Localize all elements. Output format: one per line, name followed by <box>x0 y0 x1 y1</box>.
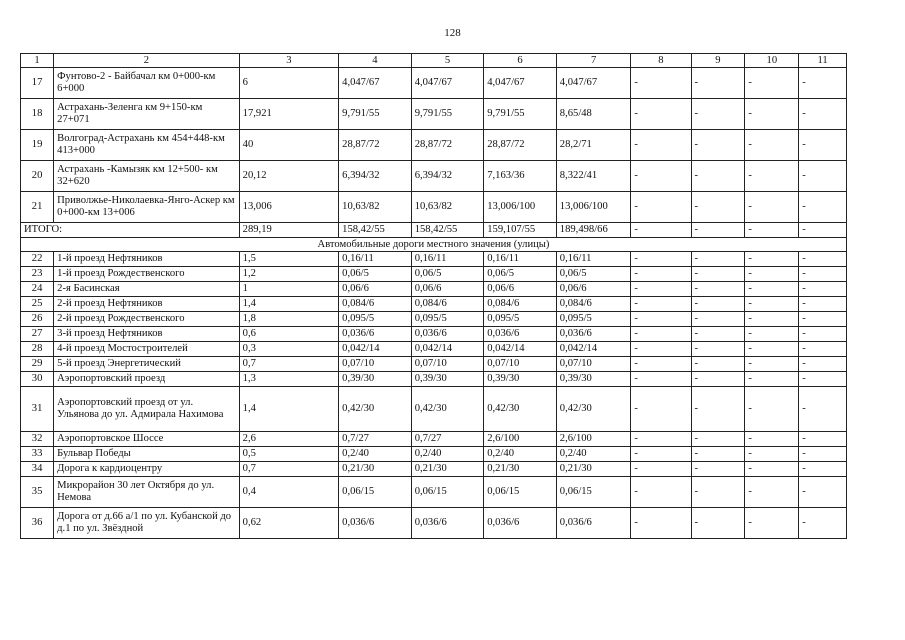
empty-value-cell: - <box>745 161 799 192</box>
empty-value-cell: - <box>799 252 847 267</box>
value-cell: 0,07/10 <box>411 357 484 372</box>
empty-value-cell: - <box>631 192 691 223</box>
value-cell: 0,042/14 <box>484 342 557 357</box>
empty-value-cell: - <box>745 192 799 223</box>
road-name-cell: Астрахань -Камызяк км 12+500- км 32+620 <box>54 161 240 192</box>
column-number-header: 11 <box>799 54 847 68</box>
empty-value-cell: - <box>745 99 799 130</box>
value-cell: 0,084/6 <box>411 297 484 312</box>
empty-value-cell: - <box>799 282 847 297</box>
empty-value-cell: - <box>691 282 745 297</box>
value-cell: 1,8 <box>239 312 338 327</box>
empty-value-cell: - <box>631 432 691 447</box>
value-cell: 8,322/41 <box>556 161 631 192</box>
value-cell: 0,07/10 <box>339 357 412 372</box>
road-name-cell: Микрорайон 30 лет Октября до ул. Немова <box>54 477 240 508</box>
value-cell: 4,047/67 <box>339 68 412 99</box>
value-cell: 0,5 <box>239 447 338 462</box>
empty-value-cell: - <box>799 223 847 238</box>
empty-value-cell: - <box>799 508 847 539</box>
empty-value-cell: - <box>691 223 745 238</box>
empty-value-cell: - <box>631 387 691 432</box>
row-number-cell: 33 <box>21 447 54 462</box>
total-value-cell: 159,107/55 <box>484 223 557 238</box>
value-cell: 0,06/5 <box>556 267 631 282</box>
value-cell: 0,042/14 <box>339 342 412 357</box>
value-cell: 0,21/30 <box>556 462 631 477</box>
road-name-cell: 2-й проезд Нефтяников <box>54 297 240 312</box>
value-cell: 1,4 <box>239 387 338 432</box>
value-cell: 0,7 <box>239 462 338 477</box>
value-cell: 0,084/6 <box>339 297 412 312</box>
value-cell: 0,084/6 <box>556 297 631 312</box>
value-cell: 0,2/40 <box>411 447 484 462</box>
table-row <box>21 477 847 508</box>
empty-value-cell: - <box>799 312 847 327</box>
empty-value-cell: - <box>799 387 847 432</box>
value-cell: 0,7/27 <box>339 432 412 447</box>
empty-value-cell: - <box>745 447 799 462</box>
value-cell: 0,095/5 <box>556 312 631 327</box>
empty-value-cell: - <box>691 99 745 130</box>
value-cell: 0,036/6 <box>339 327 412 342</box>
value-cell: 0,42/30 <box>411 387 484 432</box>
value-cell: 0,2/40 <box>556 447 631 462</box>
empty-value-cell: - <box>745 282 799 297</box>
road-name-cell: 2-я Басинская <box>54 282 240 297</box>
value-cell: 0,06/6 <box>339 282 412 297</box>
value-cell: 0,036/6 <box>411 508 484 539</box>
road-name-cell: 2-й проезд Рождественского <box>54 312 240 327</box>
road-name-cell: Аэропортовское Шоссе <box>54 432 240 447</box>
value-cell: 0,16/11 <box>411 252 484 267</box>
total-value-cell: 189,498/66 <box>556 223 631 238</box>
road-name-cell: Фунтово-2 - Байбачал км 0+000-км 6+000 <box>54 68 240 99</box>
value-cell: 0,06/15 <box>484 477 557 508</box>
empty-value-cell: - <box>799 357 847 372</box>
row-number-cell: 27 <box>21 327 54 342</box>
row-number-cell: 22 <box>21 252 54 267</box>
table-row <box>21 192 847 223</box>
empty-value-cell: - <box>745 327 799 342</box>
table-row <box>21 447 847 462</box>
value-cell: 4,047/67 <box>411 68 484 99</box>
value-cell: 0,39/30 <box>556 372 631 387</box>
empty-value-cell: - <box>691 297 745 312</box>
value-cell: 0,036/6 <box>556 327 631 342</box>
value-cell: 2,6 <box>239 432 338 447</box>
row-number-cell: 17 <box>21 68 54 99</box>
road-name-cell: Астрахань-Зеленга км 9+150-км 27+071 <box>54 99 240 130</box>
road-name-cell: Приволжье-Николаевка-Янго-Аскер км 0+000-км 13+006 <box>54 192 240 223</box>
value-cell: 0,16/11 <box>339 252 412 267</box>
column-number-header: 10 <box>745 54 799 68</box>
table-row <box>21 508 847 539</box>
empty-value-cell: - <box>799 462 847 477</box>
empty-value-cell: - <box>691 267 745 282</box>
empty-value-cell: - <box>631 252 691 267</box>
road-name-cell: 1-й проезд Рождественского <box>54 267 240 282</box>
total-label-cell: ИТОГО: <box>21 223 240 238</box>
value-cell: 0,036/6 <box>484 327 557 342</box>
value-cell: 0,2/40 <box>484 447 557 462</box>
value-cell: 0,16/11 <box>484 252 557 267</box>
empty-value-cell: - <box>691 462 745 477</box>
empty-value-cell: - <box>799 327 847 342</box>
empty-value-cell: - <box>745 387 799 432</box>
value-cell: 0,042/14 <box>411 342 484 357</box>
column-number-header: 2 <box>54 54 240 68</box>
value-cell: 0,2/40 <box>339 447 412 462</box>
empty-value-cell: - <box>691 372 745 387</box>
table-body <box>21 54 847 539</box>
empty-value-cell: - <box>691 327 745 342</box>
empty-value-cell: - <box>745 372 799 387</box>
column-number-header: 4 <box>339 54 412 68</box>
empty-value-cell: - <box>745 357 799 372</box>
empty-value-cell: - <box>691 477 745 508</box>
table-row <box>21 357 847 372</box>
column-number-header: 3 <box>239 54 338 68</box>
table-row <box>21 252 847 267</box>
value-cell: 17,921 <box>239 99 338 130</box>
empty-value-cell: - <box>745 130 799 161</box>
empty-value-cell: - <box>745 267 799 282</box>
row-number-cell: 35 <box>21 477 54 508</box>
table-row <box>21 161 847 192</box>
road-name-cell: 1-й проезд Нефтяников <box>54 252 240 267</box>
value-cell: 0,62 <box>239 508 338 539</box>
empty-value-cell: - <box>631 223 691 238</box>
road-name-cell: Дорога от д.66 а/1 по ул. Кубанской до д.1 по ул. Звёздной <box>54 508 240 539</box>
value-cell: 0,6 <box>239 327 338 342</box>
empty-value-cell: - <box>691 432 745 447</box>
empty-value-cell: - <box>799 192 847 223</box>
value-cell: 0,4 <box>239 477 338 508</box>
value-cell: 1,5 <box>239 252 338 267</box>
empty-value-cell: - <box>691 68 745 99</box>
value-cell: 1 <box>239 282 338 297</box>
empty-value-cell: - <box>631 297 691 312</box>
value-cell: 0,39/30 <box>411 372 484 387</box>
total-row <box>21 223 847 238</box>
value-cell: 0,39/30 <box>339 372 412 387</box>
total-value-cell: 289,19 <box>239 223 338 238</box>
column-number-header: 5 <box>411 54 484 68</box>
value-cell: 0,06/6 <box>484 282 557 297</box>
value-cell: 0,06/5 <box>339 267 412 282</box>
road-name-cell: 5-й проезд Энергетический <box>54 357 240 372</box>
empty-value-cell: - <box>631 508 691 539</box>
empty-value-cell: - <box>799 432 847 447</box>
value-cell: 0,21/30 <box>339 462 412 477</box>
row-number-cell: 24 <box>21 282 54 297</box>
value-cell: 40 <box>239 130 338 161</box>
value-cell: 6,394/32 <box>339 161 412 192</box>
value-cell: 4,047/67 <box>556 68 631 99</box>
value-cell: 10,63/82 <box>339 192 412 223</box>
value-cell: 7,163/36 <box>484 161 557 192</box>
value-cell: 0,42/30 <box>556 387 631 432</box>
column-number-header: 7 <box>556 54 631 68</box>
value-cell: 6,394/32 <box>411 161 484 192</box>
empty-value-cell: - <box>631 357 691 372</box>
table-row <box>21 267 847 282</box>
table-row <box>21 342 847 357</box>
value-cell: 6 <box>239 68 338 99</box>
value-cell: 20,12 <box>239 161 338 192</box>
value-cell: 8,65/48 <box>556 99 631 130</box>
value-cell: 0,3 <box>239 342 338 357</box>
empty-value-cell: - <box>691 447 745 462</box>
value-cell: 0,036/6 <box>556 508 631 539</box>
column-number-header: 8 <box>631 54 691 68</box>
empty-value-cell: - <box>745 477 799 508</box>
empty-value-cell: - <box>631 312 691 327</box>
row-number-cell: 30 <box>21 372 54 387</box>
empty-value-cell: - <box>631 372 691 387</box>
row-number-cell: 32 <box>21 432 54 447</box>
table-row <box>21 282 847 297</box>
empty-value-cell: - <box>631 462 691 477</box>
value-cell: 0,036/6 <box>339 508 412 539</box>
empty-value-cell: - <box>631 161 691 192</box>
value-cell: 9,791/55 <box>339 99 412 130</box>
table-row <box>21 462 847 477</box>
column-number-header: 1 <box>21 54 54 68</box>
value-cell: 0,21/30 <box>411 462 484 477</box>
value-cell: 0,42/30 <box>484 387 557 432</box>
value-cell: 4,047/67 <box>484 68 557 99</box>
empty-value-cell: - <box>745 462 799 477</box>
empty-value-cell: - <box>799 161 847 192</box>
value-cell: 0,042/14 <box>556 342 631 357</box>
empty-value-cell: - <box>745 68 799 99</box>
section-row <box>21 238 847 252</box>
row-number-cell: 21 <box>21 192 54 223</box>
value-cell: 13,006/100 <box>556 192 631 223</box>
table-row <box>21 327 847 342</box>
value-cell: 0,21/30 <box>484 462 557 477</box>
value-cell: 0,06/5 <box>411 267 484 282</box>
empty-value-cell: - <box>631 267 691 282</box>
road-name-cell: Аэропортовский проезд <box>54 372 240 387</box>
empty-value-cell: - <box>691 161 745 192</box>
empty-value-cell: - <box>631 327 691 342</box>
empty-value-cell: - <box>631 282 691 297</box>
value-cell: 0,036/6 <box>411 327 484 342</box>
value-cell: 0,06/5 <box>484 267 557 282</box>
road-name-cell: Дорога к кардиоцентру <box>54 462 240 477</box>
value-cell: 28,87/72 <box>484 130 557 161</box>
empty-value-cell: - <box>631 447 691 462</box>
row-number-cell: 26 <box>21 312 54 327</box>
column-number-header: 9 <box>691 54 745 68</box>
value-cell: 0,16/11 <box>556 252 631 267</box>
value-cell: 28,87/72 <box>411 130 484 161</box>
empty-value-cell: - <box>631 99 691 130</box>
page-number: 128 <box>444 27 461 39</box>
table-row <box>21 297 847 312</box>
table-row <box>21 99 847 130</box>
value-cell: 0,036/6 <box>484 508 557 539</box>
empty-value-cell: - <box>799 99 847 130</box>
value-cell: 0,095/5 <box>411 312 484 327</box>
value-cell: 28,87/72 <box>339 130 412 161</box>
empty-value-cell: - <box>691 192 745 223</box>
table-row <box>21 68 847 99</box>
table-row <box>21 432 847 447</box>
table-row <box>21 130 847 161</box>
value-cell: 0,06/6 <box>556 282 631 297</box>
value-cell: 2,6/100 <box>556 432 631 447</box>
empty-value-cell: - <box>799 130 847 161</box>
row-number-cell: 29 <box>21 357 54 372</box>
table-row <box>21 387 847 432</box>
empty-value-cell: - <box>745 312 799 327</box>
row-number-cell: 19 <box>21 130 54 161</box>
value-cell: 1,4 <box>239 297 338 312</box>
value-cell: 0,07/10 <box>556 357 631 372</box>
empty-value-cell: - <box>691 130 745 161</box>
value-cell: 13,006 <box>239 192 338 223</box>
empty-value-cell: - <box>691 357 745 372</box>
section-title: Автомобильные дороги местного значения (улицы) <box>21 238 847 252</box>
empty-value-cell: - <box>631 477 691 508</box>
empty-value-cell: - <box>631 342 691 357</box>
empty-value-cell: - <box>799 342 847 357</box>
empty-value-cell: - <box>799 267 847 282</box>
value-cell: 0,095/5 <box>339 312 412 327</box>
total-value-cell: 158,42/55 <box>411 223 484 238</box>
empty-value-cell: - <box>745 297 799 312</box>
empty-value-cell: - <box>799 447 847 462</box>
value-cell: 28,2/71 <box>556 130 631 161</box>
empty-value-cell: - <box>691 508 745 539</box>
row-number-cell: 36 <box>21 508 54 539</box>
empty-value-cell: - <box>631 130 691 161</box>
road-name-cell: Волгоград-Астрахань км 454+448-км 413+000 <box>54 130 240 161</box>
value-cell: 0,06/15 <box>339 477 412 508</box>
empty-value-cell: - <box>691 312 745 327</box>
value-cell: 2,6/100 <box>484 432 557 447</box>
row-number-cell: 34 <box>21 462 54 477</box>
column-number-header: 6 <box>484 54 557 68</box>
empty-value-cell: - <box>799 477 847 508</box>
empty-value-cell: - <box>745 223 799 238</box>
value-cell: 10,63/82 <box>411 192 484 223</box>
road-name-cell: Аэропортовский проезд от ул. Ульянова до ул. Адмирала Нахимова <box>54 387 240 432</box>
row-number-cell: 28 <box>21 342 54 357</box>
value-cell: 0,06/15 <box>556 477 631 508</box>
empty-value-cell: - <box>691 252 745 267</box>
row-number-cell: 31 <box>21 387 54 432</box>
empty-value-cell: - <box>799 68 847 99</box>
road-name-cell: 3-й проезд Нефтяников <box>54 327 240 342</box>
value-cell: 0,06/15 <box>411 477 484 508</box>
row-number-cell: 25 <box>21 297 54 312</box>
value-cell: 1,3 <box>239 372 338 387</box>
empty-value-cell: - <box>799 372 847 387</box>
table-row <box>21 312 847 327</box>
empty-value-cell: - <box>691 342 745 357</box>
value-cell: 9,791/55 <box>484 99 557 130</box>
value-cell: 0,06/6 <box>411 282 484 297</box>
value-cell: 9,791/55 <box>411 99 484 130</box>
empty-value-cell: - <box>691 387 745 432</box>
value-cell: 0,07/10 <box>484 357 557 372</box>
value-cell: 1,2 <box>239 267 338 282</box>
value-cell: 0,095/5 <box>484 312 557 327</box>
row-number-cell: 23 <box>21 267 54 282</box>
value-cell: 0,7/27 <box>411 432 484 447</box>
row-number-cell: 20 <box>21 161 54 192</box>
value-cell: 13,006/100 <box>484 192 557 223</box>
value-cell: 0,39/30 <box>484 372 557 387</box>
column-number-row <box>21 54 847 68</box>
value-cell: 0,084/6 <box>484 297 557 312</box>
empty-value-cell: - <box>745 252 799 267</box>
value-cell: 0,7 <box>239 357 338 372</box>
row-number-cell: 18 <box>21 99 54 130</box>
empty-value-cell: - <box>799 297 847 312</box>
roads-table <box>20 53 847 539</box>
empty-value-cell: - <box>631 68 691 99</box>
value-cell: 0,42/30 <box>339 387 412 432</box>
table-row <box>21 372 847 387</box>
empty-value-cell: - <box>745 432 799 447</box>
road-name-cell: 4-й проезд Мостостроителей <box>54 342 240 357</box>
road-name-cell: Бульвар Победы <box>54 447 240 462</box>
empty-value-cell: - <box>745 342 799 357</box>
empty-value-cell: - <box>745 508 799 539</box>
total-value-cell: 158,42/55 <box>339 223 412 238</box>
